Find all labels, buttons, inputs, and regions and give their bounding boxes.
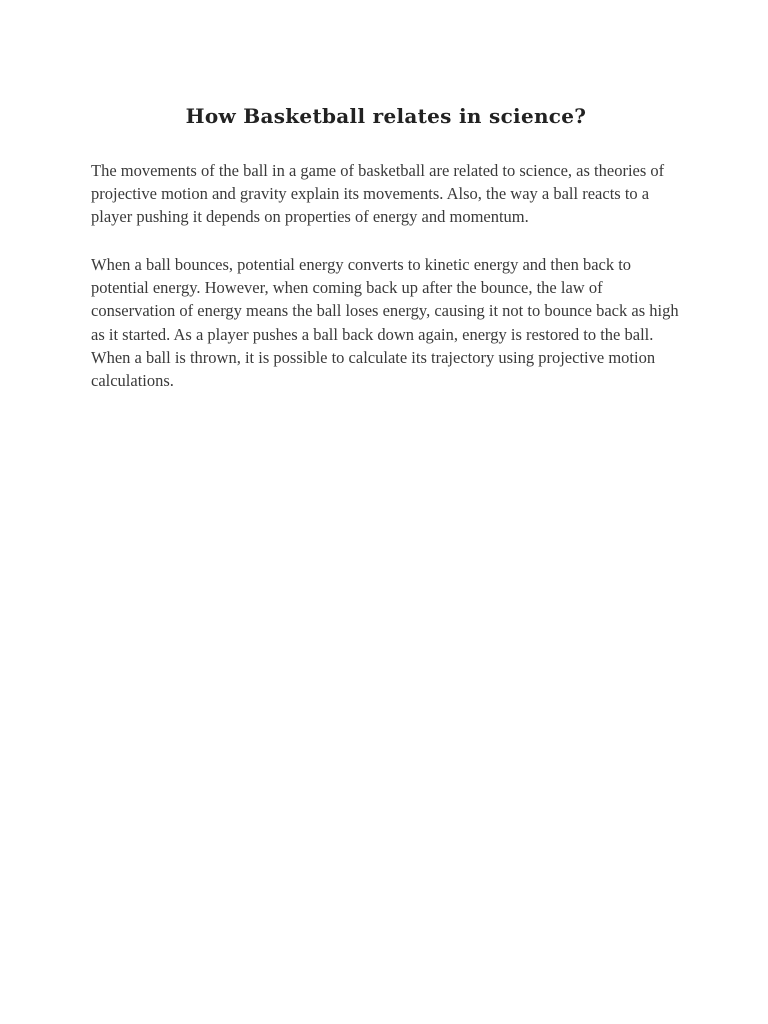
document-title: How Basketball relates in science?	[185, 104, 587, 128]
paragraph-2: When a ball bounces, potential energy converts to kinetic energy and then back to potential energy. However, when coming back up after the bounce, the law of conservation of energy means the ball loses energy, causing it not to bounce back as high as it started. As a player pushes a ball back down again, energy is restored to the ball. When a ball is thrown, it is possible to calculate its trajectory using projective motion calculations.	[91, 255, 679, 391]
paragraph-1: The movements of the ball in a game of basketball are related to science, as theories of projective motion and gravity explain its movements. Also, the way a ball reacts to a player pushing it depends on properties of energy and momentum.	[91, 161, 665, 227]
